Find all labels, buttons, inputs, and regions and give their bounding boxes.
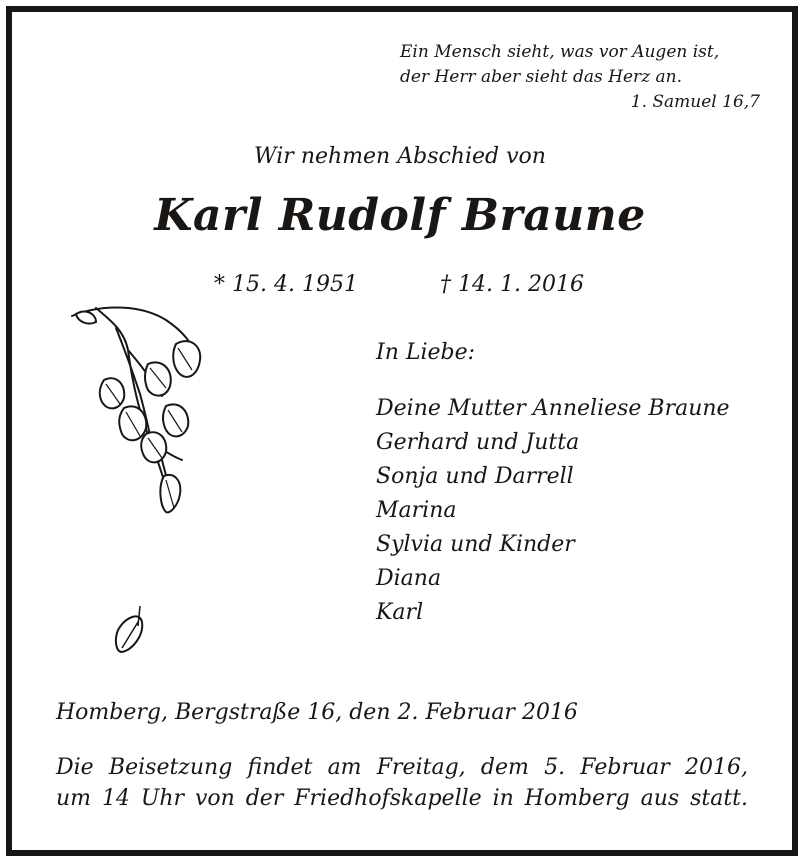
place-and-date: Homberg, Bergstraße 16, den 2. Februar 2016 bbox=[56, 700, 578, 725]
mourner-name: Gerhard und Jutta bbox=[376, 430, 580, 455]
quote-reference: 1. Samuel 16,7 bbox=[630, 92, 760, 112]
intro-text: Wir nehmen Abschied von bbox=[254, 144, 546, 169]
mourner-name: Deine Mutter Anneliese Braune bbox=[376, 396, 730, 421]
mourner-name: Sylvia und Kinder bbox=[376, 532, 575, 557]
burial-line-2: um 14 Uhr von der Friedhofskapelle in Homberg aus statt. bbox=[56, 786, 748, 811]
burial-notice bbox=[56, 752, 748, 814]
mourners-list bbox=[376, 392, 730, 630]
mourners-title: In Liebe: bbox=[376, 340, 476, 365]
mourner-name: Karl bbox=[376, 600, 424, 625]
quote-line-2: der Herr aber sieht das Herz an. bbox=[400, 67, 683, 87]
mourner-name: Marina bbox=[376, 498, 457, 523]
burial-line-1: Die Beisetzung findet am Freitag, dem 5. Februar 2016, bbox=[56, 755, 748, 780]
birth-date: * 15. 4. 1951 bbox=[214, 272, 358, 297]
mourner-name: Diana bbox=[376, 566, 442, 591]
deceased-name: Karl Rudolf Braune bbox=[154, 190, 646, 241]
quote-line-1: Ein Mensch sieht, was vor Augen ist, bbox=[400, 42, 720, 62]
birch-branch-icon bbox=[66, 300, 216, 670]
death-date: † 14. 1. 2016 bbox=[440, 272, 584, 297]
bible-quote bbox=[400, 40, 760, 115]
falling-leaf-icon bbox=[116, 606, 142, 652]
mourner-name: Sonja und Darrell bbox=[376, 464, 574, 489]
